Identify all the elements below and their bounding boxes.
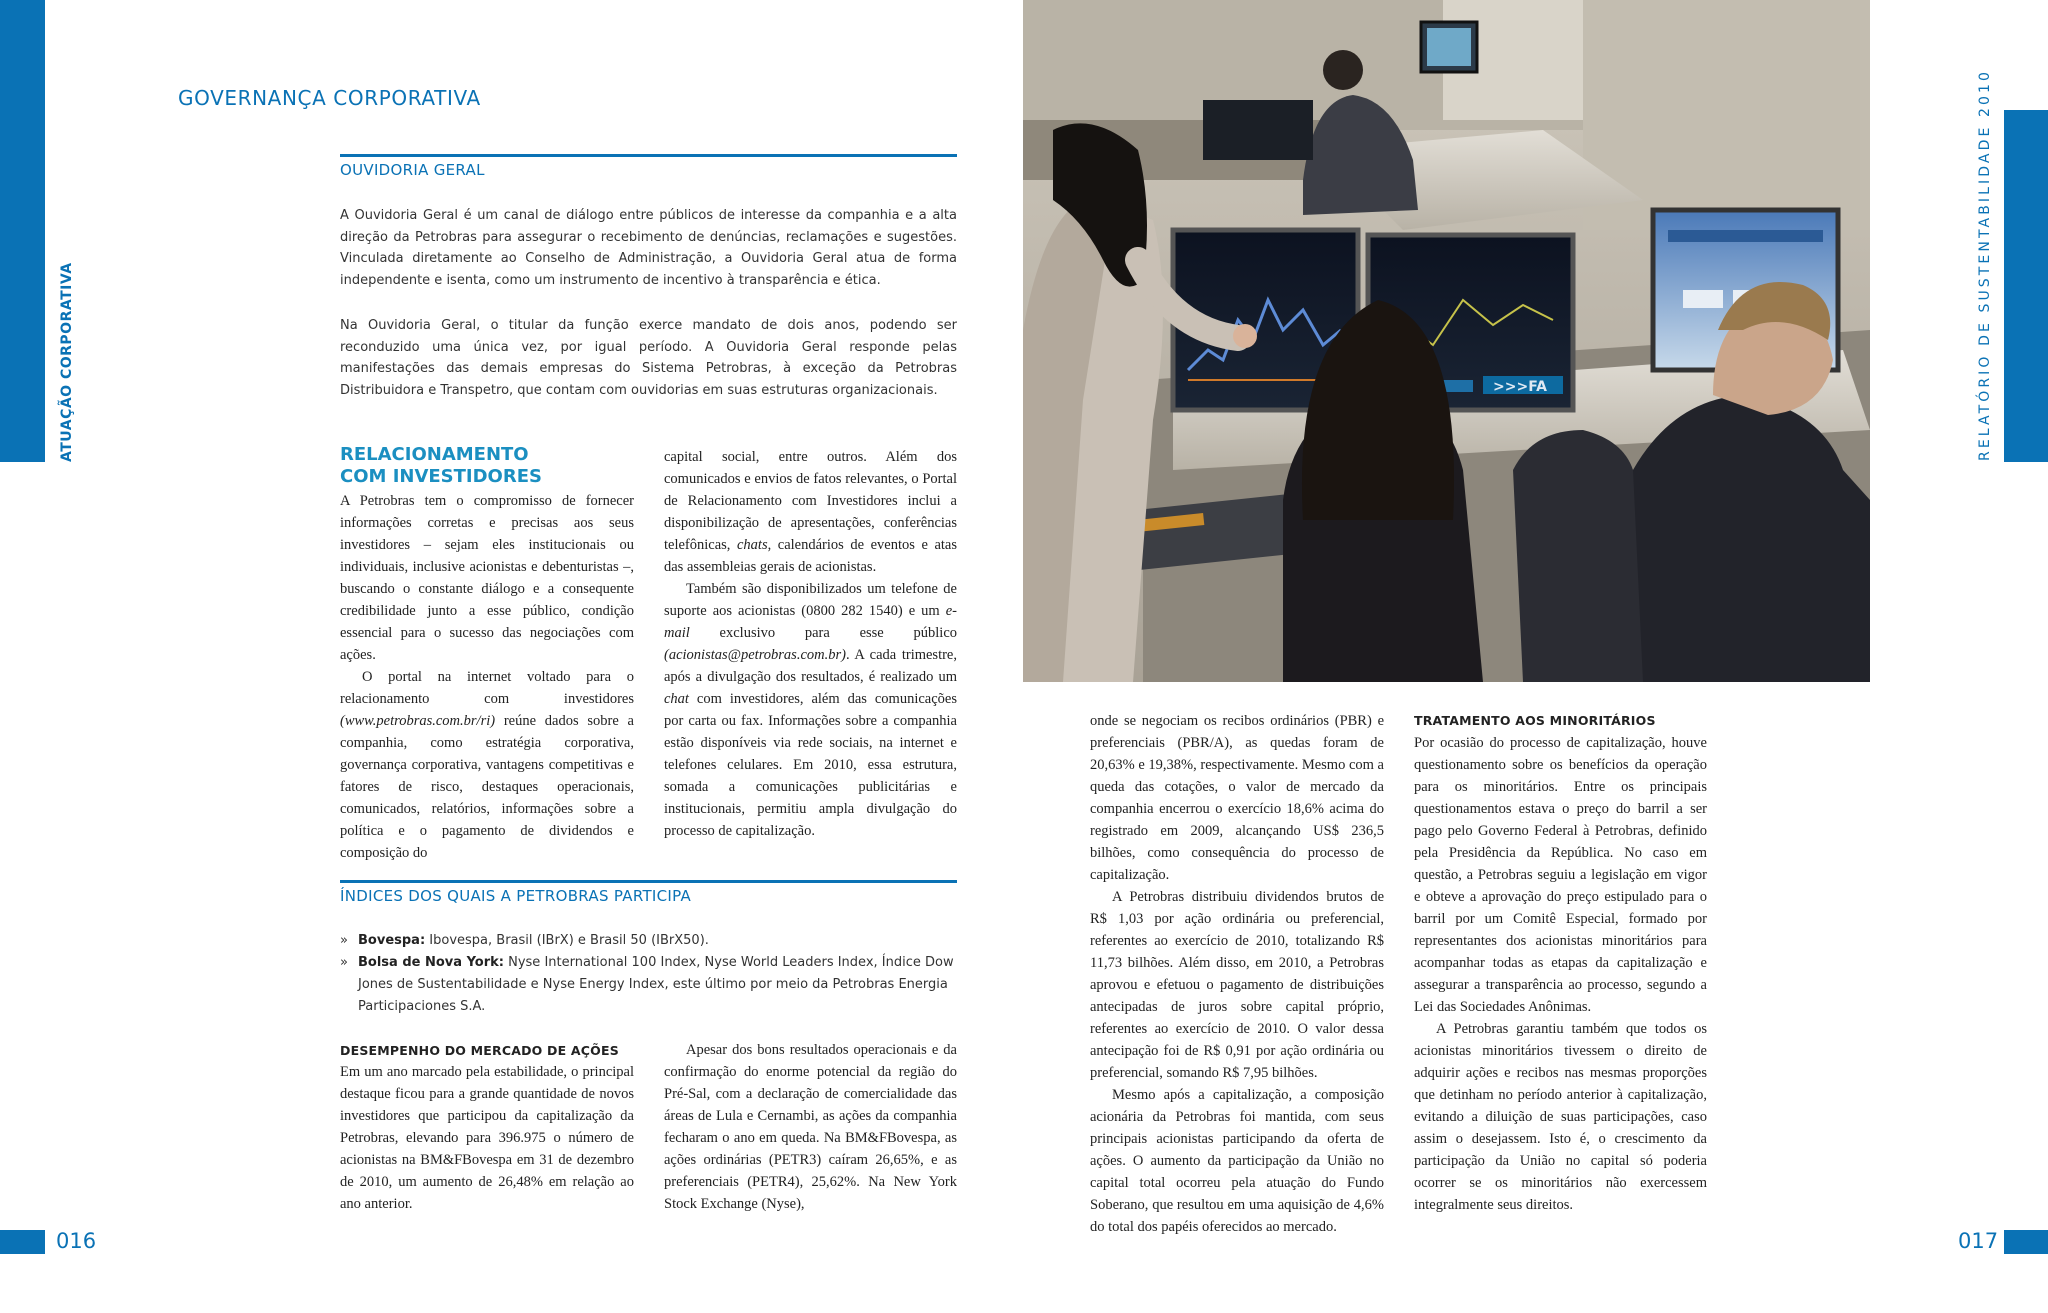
minoritarios-paragraph-1: Por ocasião do processo de capitalização, houve questionamento sobre os benefícios da operação para os minoritários. Entre os principais questionamentos estava o preço do barril a ser pago pelo Governo Federal à Petrobras, definido pela Presidência da República. No caso em questão, a Petrobras seguiu a legislação em vigor e obteve a aprovação do preço estipulado para o barril por um Comitê Especial, formado por representantes dos acionistas minoritários para acompanhar todas as etapas da capitalização e assegurar a transparência ao processo, segundo a Lei das Sociedades Anônimas. (1414, 735, 1707, 1015)
left-side-tab (0, 0, 45, 462)
screen-label: >>>FA (1493, 379, 1547, 395)
right-side-tab (2004, 110, 2048, 462)
office-photo-illustration (1023, 0, 1870, 682)
indices-heading: ÍNDICES DOS QUAIS A PETROBRAS PARTICIPA (340, 887, 692, 905)
investidores-column-2 (664, 446, 957, 842)
right-column-2 (1414, 732, 1707, 1216)
investidores-paragraph-2: O portal na internet voltado para o relacionamento com investidores (www.petrobras.com.br/ri) reúne dados sobre a companhia, como estratégia corporativa, governança corporativa, vantagens competitivas e fatores de risco, destaques operacionais, comunicados, relatórios, informações sobre a política e o pagamento de dividendos e composição do (340, 669, 634, 861)
report-side-label: RELATÓRIO DE SUSTENTABILIDADE 2010 (1977, 69, 1993, 461)
right-column-1 (1090, 710, 1384, 1238)
page-number-left: 016 (56, 1229, 97, 1253)
indices-rule (340, 880, 957, 883)
investidores-heading: RELACIONAMENTO COM INVESTIDORES (340, 444, 542, 487)
office-trading-photo (1023, 0, 1870, 682)
investidores-paragraph-3: capital social, entre outros. Além dos comunicados e envios de fatos relevantes, o Portal de Relacionamento com Investidores inclui a disponibilização de apresentações, conferências telefônicas, chats, calendários de eventos e atas das assembleias gerais de acionistas. (664, 449, 957, 575)
right-paragraph-1: onde se negociam os recibos ordinários (PBR) e preferenciais (PBR/A), as quedas foram de 20,63% e 19,38%, respectivamente. Mesmo com a queda das cotações, o valor de mercado da companhia encerrou o exercício 18,6% acima do registrado em 2009, alcançando US$ 236,5 bilhões, como consequência do processo de capitalização. (1090, 713, 1384, 883)
desempenho-column-2: Apesar dos bons resultados operacionais e da confirmação do enorme potencial da região do Pré-Sal, com a declaração de comercialidade das áreas de Lula e Cernambi, as ações da companhia fecharam o ano em queda. Na BM&FBovespa, as ações ordinárias (PETR3) caíram 26,65%, e as preferenciais (PETR4), 25,62%. Na New York Stock Exchange (Nyse), (664, 1042, 957, 1212)
ouvidoria-rule (340, 154, 957, 157)
minoritarios-heading: TRATAMENTO AOS MINORITÁRIOS (1414, 713, 1656, 728)
right-paragraph-3: Mesmo após a capitalização, a composição acionária da Petrobras foi mantida, com seus principais acionistas participando da oferta de ações. O aumento da participação da União no capital total ocorreu pela atuação do Fundo Soberano, que resultou em uma aquisição de 4,6% do total dos papéis oferecidos ao mercado. (1090, 1087, 1384, 1235)
investidores-paragraph-1: A Petrobras tem o compromisso de fornecer informações corretas e precisas aos seus investidores – sejam eles institucionais ou individuais, inclusive acionistas e debenturistas –, buscando o constante diálogo e a consequente credibilidade junto a esse público, condição essencial para o sucesso das negociações com ações. (340, 493, 634, 663)
left-page-number-tab (0, 1230, 45, 1254)
right-paragraph-2: A Petrobras distribuiu dividendos brutos de R$ 1,03 por ação ordinária ou preferencial, referentes ao exercício de 2010, totalizando R$ 11,73 bilhões. Além disso, em 2010, a Petrobras aprovou e efetuou o pagamento de distribuições antecipadas de juros sobre capital próprio, referentes ao exercício de 2010. O valor dessa antecipação foi de R$ 0,91 por ação ordinária ou preferencial, somando R$ 7,95 bilhões. (1090, 889, 1384, 1081)
desempenho-heading: DESEMPENHO DO MERCADO DE AÇÕES (340, 1043, 619, 1058)
section-side-label: ATUAÇÃO CORPORATIVA (59, 262, 75, 462)
investidores-paragraph-4: Também são disponibilizados um telefone de suporte aos acionistas (0800 282 1540) e um e-mail exclusivo para esse público (acionistas@petrobras.com.br). A cada trimestre, após a divulgação dos resultados, é realizado um chat com investidores, além das comunicações por carta ou fax. Informações sobre a companhia estão disponíveis via rede sociais, na internet e telefones celulares. Em 2010, essa estrutura, somada a comunicações publicitárias e institucionais, permitiu ampla divulgação do processo de capitalização. (664, 581, 957, 839)
investor-email: (acionistas@petrobras.com.br) (664, 647, 846, 663)
indices-list (340, 930, 957, 1018)
ouvidoria-paragraph-2: Na Ouvidoria Geral, o titular da função exerce mandato de dois anos, podendo ser reconduzido uma única vez, por igual período. A Ouvidoria Geral responde pelas manifestações das demais empresas do Sistema Petrobras, à exceção da Petrobras Distribuidora e Transpetro, que contam com ouvidorias em suas estruturas organizacionais. (340, 318, 957, 399)
ouvidoria-paragraph-1: A Ouvidoria Geral é um canal de diálogo entre públicos de interesse da companhia e a alta direção da Petrobras para assegurar o recebimento de denúncias, reclamações e sugestões. Vinculada diretamente ao Conselho de Administração, a Ouvidoria Geral atua de forma independente e isenta, como um instrumento de incentivo à transparência e ética. (340, 208, 957, 289)
list-item: » Bovespa: Ibovespa, Brasil (IBrX) e Brasil 50 (IBrX50). (340, 933, 709, 948)
page-number-right: 017 (1958, 1229, 1999, 1253)
right-page-number-tab (2004, 1230, 2048, 1254)
desempenho-column-1: Em um ano marcado pela estabilidade, o principal destaque ficou para a grande quantidade de novos investidores que participou da capitalização da Petrobras, elevando para 396.975 o número de acionistas na BM&FBovespa em 31 de dezembro de 2010, um aumento de 26,48% em relação ao ano anterior. (340, 1064, 634, 1212)
investidores-column-1 (340, 490, 634, 864)
ouvidoria-heading: OUVIDORIA GERAL (340, 161, 485, 179)
minoritarios-paragraph-2: A Petrobras garantiu também que todos os acionistas minoritários tivessem o direito de adquirir ações e recibos nas mesmas proporções que detinham no período anterior à capitalização, evitando a diluição de suas participações, caso assim o desejassem. Isto é, o crescimento da participação da União no capital só poderia ocorrer se os minoritários não exercessem integralmente seus direitos. (1414, 1021, 1707, 1213)
ri-portal-link: (www.petrobras.com.br/ri) (340, 713, 496, 729)
page-title: GOVERNANÇA CORPORATIVA (178, 86, 481, 110)
list-item: » Bolsa de Nova York: Nyse International 100 Index, Nyse World Leaders Index, Índice Dow Jones de Sustentabilidade e Nyse Energy Index, este último por meio da Petrobras Energia Participaciones S.A. (340, 955, 954, 1014)
